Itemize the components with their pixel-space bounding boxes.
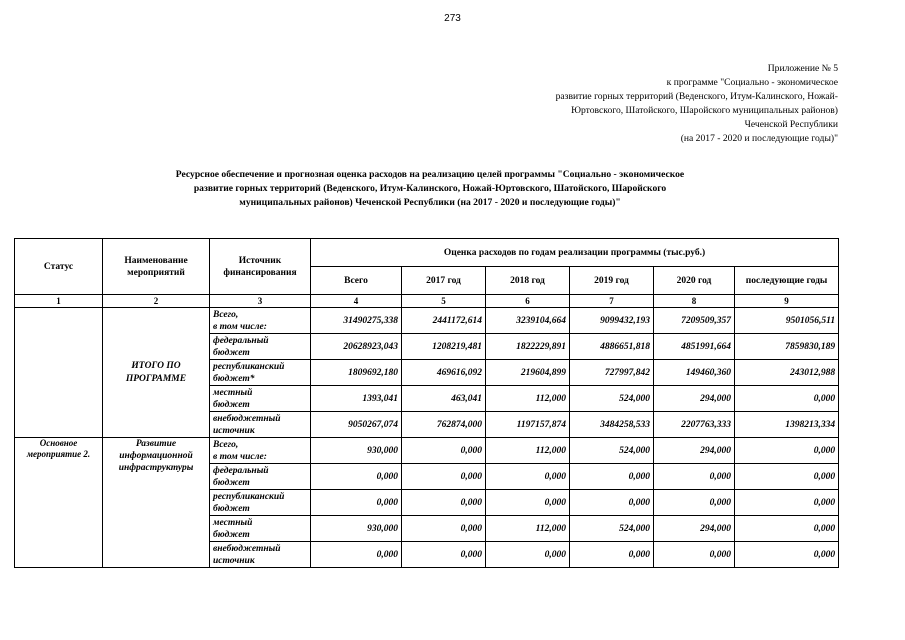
amount-cell: 0,000 — [311, 542, 402, 568]
amount-cell: 930,000 — [311, 516, 402, 542]
header-estimate: Оценка расходов по годам реализации программы (тыс.руб.) — [311, 239, 839, 267]
appendix-line: Чеченской Республики — [744, 119, 838, 130]
amount-cell: 0,000 — [486, 490, 570, 516]
document-title — [110, 168, 750, 210]
funding-source-cell: местный бюджет — [210, 516, 311, 542]
amount-cell: 4851991,664 — [654, 334, 735, 360]
amount-cell: 219604,899 — [486, 360, 570, 386]
amount-cell: 294,000 — [654, 386, 735, 412]
amount-cell: 524,000 — [570, 516, 654, 542]
amount-cell: 0,000 — [735, 516, 839, 542]
amount-cell: 1822229,891 — [486, 334, 570, 360]
header-status: Статус — [15, 239, 103, 295]
table-row — [15, 308, 839, 334]
column-number: 6 — [486, 295, 570, 308]
appendix-line: Юртовского, Шатойского, Шаройского муниципальных районов) — [571, 105, 838, 116]
funding-source-cell: внебюджетный источник — [210, 412, 311, 438]
measure-name-cell: Развитие информационной инфраструктуры — [103, 438, 210, 568]
funding-source-cell: Всего, в том числе: — [210, 308, 311, 334]
header-name: Наименование мероприятий — [103, 239, 210, 295]
amount-cell: 0,000 — [570, 542, 654, 568]
column-number: 5 — [402, 295, 486, 308]
amount-cell: 2441172,614 — [402, 308, 486, 334]
amount-cell: 0,000 — [402, 490, 486, 516]
amount-cell: 294,000 — [654, 516, 735, 542]
amount-cell: 0,000 — [654, 542, 735, 568]
amount-cell: 149460,360 — [654, 360, 735, 386]
amount-cell: 0,000 — [402, 464, 486, 490]
amount-cell: 0,000 — [735, 490, 839, 516]
status-cell — [15, 308, 103, 438]
funding-source-cell: федеральный бюджет — [210, 464, 311, 490]
budget-table — [14, 238, 839, 568]
amount-cell: 1208219,481 — [402, 334, 486, 360]
measure-name-cell: ИТОГО ПО ПРОГРАММЕ — [103, 308, 210, 438]
amount-cell: 0,000 — [402, 516, 486, 542]
amount-cell: 4886651,818 — [570, 334, 654, 360]
funding-source-cell: местный бюджет — [210, 386, 311, 412]
amount-cell: 727997,842 — [570, 360, 654, 386]
column-number: 3 — [210, 295, 311, 308]
amount-cell: 0,000 — [735, 386, 839, 412]
amount-cell: 112,000 — [486, 516, 570, 542]
amount-cell: 1809692,180 — [311, 360, 402, 386]
amount-cell: 112,000 — [486, 386, 570, 412]
amount-cell: 9501056,511 — [735, 308, 839, 334]
amount-cell: 20628923,043 — [311, 334, 402, 360]
header-year-subsequent: последующие годы — [735, 267, 839, 295]
amount-cell: 463,041 — [402, 386, 486, 412]
funding-source-cell: федеральный бюджет — [210, 334, 311, 360]
amount-cell: 0,000 — [402, 542, 486, 568]
amount-cell: 524,000 — [570, 438, 654, 464]
amount-cell: 112,000 — [486, 438, 570, 464]
amount-cell: 0,000 — [735, 438, 839, 464]
amount-cell: 0,000 — [570, 464, 654, 490]
amount-cell: 7859830,189 — [735, 334, 839, 360]
column-number: 2 — [103, 295, 210, 308]
amount-cell: 930,000 — [311, 438, 402, 464]
amount-cell: 0,000 — [735, 464, 839, 490]
amount-cell: 7209509,357 — [654, 308, 735, 334]
column-number: 8 — [654, 295, 735, 308]
amount-cell: 0,000 — [486, 542, 570, 568]
title-line: развитие горных территорий (Веденского, Итум-Калинского, Ножай-Юртовского, Шатойского, Шаройского — [193, 183, 667, 194]
column-number: 1 — [15, 295, 103, 308]
amount-cell: 0,000 — [735, 542, 839, 568]
amount-cell: 2207763,333 — [654, 412, 735, 438]
amount-cell: 294,000 — [654, 438, 735, 464]
amount-cell: 469616,092 — [402, 360, 486, 386]
header-source: Источник финансирования — [210, 239, 311, 295]
amount-cell: 1398213,334 — [735, 412, 839, 438]
appendix-line: развитие горных территорий (Веденского, Итум-Калинского, Ножай- — [555, 91, 838, 102]
amount-cell: 3484258,533 — [570, 412, 654, 438]
page-number: 273 — [444, 13, 461, 24]
appendix-line: Приложение № 5 — [767, 63, 838, 74]
header-year-2020: 2020 год — [654, 267, 735, 295]
funding-source-cell: республиканский бюджет — [210, 490, 311, 516]
amount-cell: 0,000 — [311, 490, 402, 516]
funding-source-cell: республиканский бюджет* — [210, 360, 311, 386]
status-cell: Основное мероприятие 2. — [15, 438, 103, 568]
amount-cell: 524,000 — [570, 386, 654, 412]
amount-cell: 0,000 — [402, 438, 486, 464]
amount-cell: 9050267,074 — [311, 412, 402, 438]
amount-cell: 1197157,874 — [486, 412, 570, 438]
table-row — [15, 438, 839, 464]
funding-source-cell: внебюджетный источник — [210, 542, 311, 568]
amount-cell: 1393,041 — [311, 386, 402, 412]
header-year-2017: 2017 год — [402, 267, 486, 295]
amount-cell: 0,000 — [654, 490, 735, 516]
appendix-line: к программе "Социально - экономическое — [666, 77, 838, 88]
column-number: 7 — [570, 295, 654, 308]
amount-cell: 0,000 — [570, 490, 654, 516]
title-line: муниципальных районов) Чеченской Республики (на 2017 - 2020 и последующие годы)" — [239, 197, 621, 208]
amount-cell: 0,000 — [486, 464, 570, 490]
column-number: 4 — [311, 295, 402, 308]
funding-source-cell: Всего, в том числе: — [210, 438, 311, 464]
amount-cell: 9099432,193 — [570, 308, 654, 334]
amount-cell: 31490275,338 — [311, 308, 402, 334]
amount-cell: 243012,988 — [735, 360, 839, 386]
header-year-2018: 2018 год — [486, 267, 570, 295]
amount-cell: 762874,000 — [402, 412, 486, 438]
column-number: 9 — [735, 295, 839, 308]
appendix-line: (на 2017 - 2020 и последующие годы)" — [680, 133, 838, 144]
amount-cell: 3239104,664 — [486, 308, 570, 334]
table-body — [15, 308, 839, 568]
amount-cell: 0,000 — [654, 464, 735, 490]
header-year-2019: 2019 год — [570, 267, 654, 295]
title-line: Ресурсное обеспечение и прогнозная оценка расходов на реализацию целей программы "Социально - экономическое — [175, 169, 685, 180]
header-year-total: Всего — [311, 267, 402, 295]
amount-cell: 0,000 — [311, 464, 402, 490]
appendix-note — [438, 62, 838, 146]
